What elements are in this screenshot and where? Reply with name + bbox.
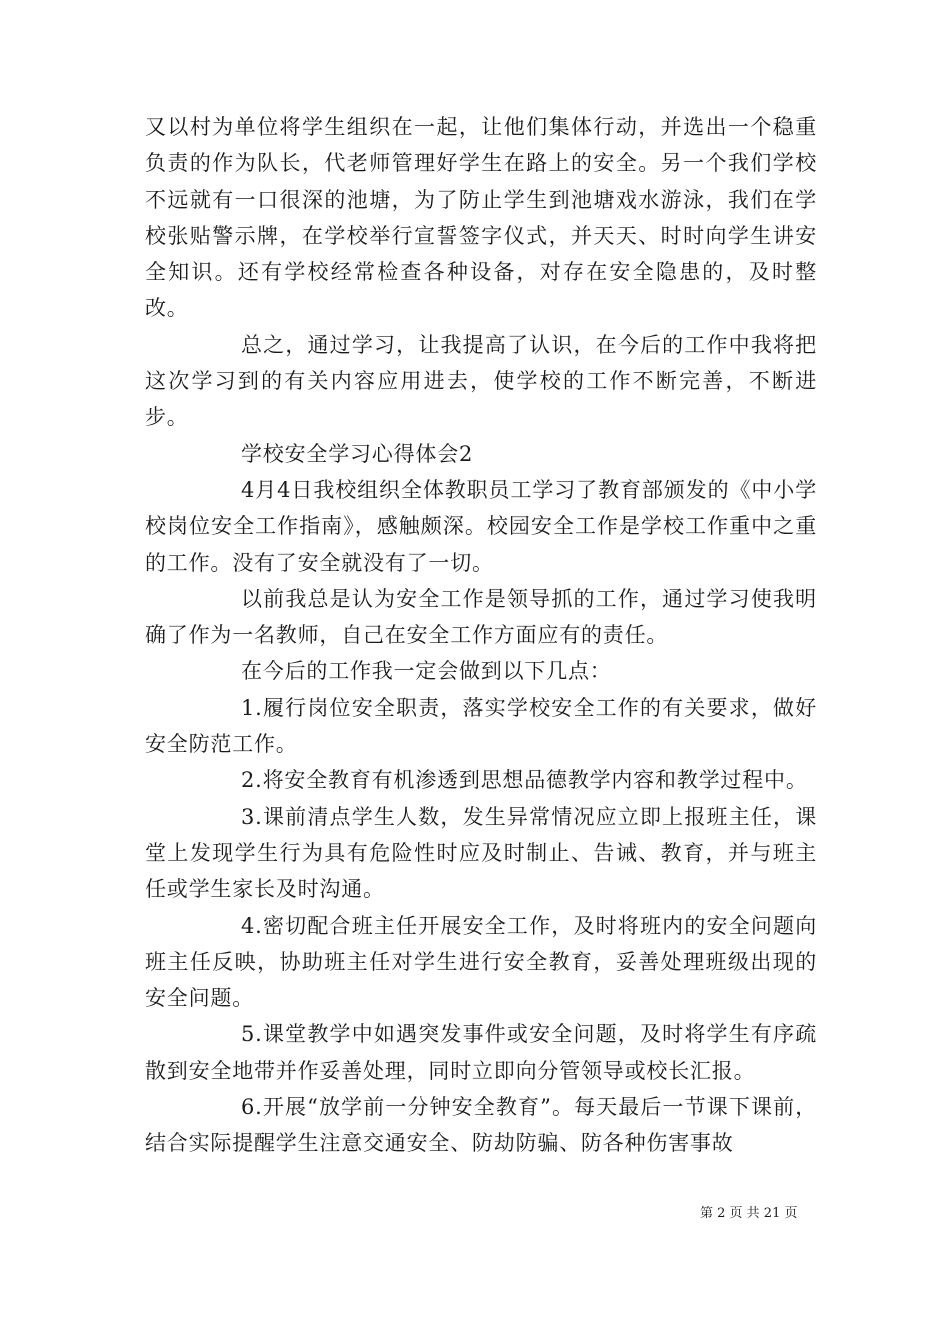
section-heading: 学校安全学习心得体会2 (241, 441, 474, 466)
list-item-2: 2.将安全教育有机渗透到思想品德教学内容和教学过程中。 (241, 768, 808, 793)
list-item-6: 6.开展“放学前一分钟安全教育”。每天最后一节课下课前，结合实际提醒学生注意交通安全、防劫防骗、防各种伤害事故 (145, 1095, 817, 1156)
list-item-5: 5.课堂教学中如遇突发事件或安全问题，及时将学生有序疏散到安全地带并作妥善处理，同时立即向分管领导或校长汇报。 (145, 1022, 817, 1083)
paragraph-intro: 4月4日我校组织全体教职员工学习了教育部颁发的《中小学校岗位安全工作指南》，感触颇深。校园安全工作是学校工作重中之重的工作。没有了安全就没有了一切。 (145, 477, 817, 575)
page-number-footer: 第 2 页 共 21 页 (700, 1206, 798, 1221)
list-item-3: 3.课前清点学生人数，发生异常情况应立即上报班主任，课堂上发现学生行为具有危险性时应及时制止、告诫、教育，并与班主任或学生家长及时沟通。 (145, 804, 817, 902)
paragraph-reflection: 以前我总是认为安全工作是领导抓的工作，通过学习使我明确了作为一名教师，自己在安全工作方面应有的责任。 (145, 586, 817, 648)
document-body (145, 109, 817, 1162)
list-item-1: 1.履行岗位安全职责，落实学校安全工作的有关要求，做好安全防范工作。 (145, 695, 817, 757)
list-item-4: 4.密切配合班主任开展安全工作，及时将班内的安全问题向班主任反映，协助班主任对学生进行安全教育，妥善处理班级出现的安全问题。 (145, 913, 817, 1011)
paragraph-list-intro: 在今后的工作我一定会做到以下几点： (241, 659, 612, 684)
paragraph-continued: 又以村为单位将学生组织在一起，让他们集体行动，并选出一个稳重负责的作为队长，代老师管理好学生在路上的安全。另一个我们学校不远就有一口很深的池塘，为了防止学生到池塘戏水游泳，我们在学校张贴警示牌，在学校举行宣誓签字仪式，并天天、时时向学生讲安全知识。还有学校经常检查各种设备，对存在安全隐患的，及时整改。 (145, 115, 817, 321)
paragraph-summary: 总之，通过学习，让我提高了认识，在今后的工作中我将把这次学习到的有关内容应用进去，使学校的工作不断完善，不断进步。 (145, 332, 817, 430)
